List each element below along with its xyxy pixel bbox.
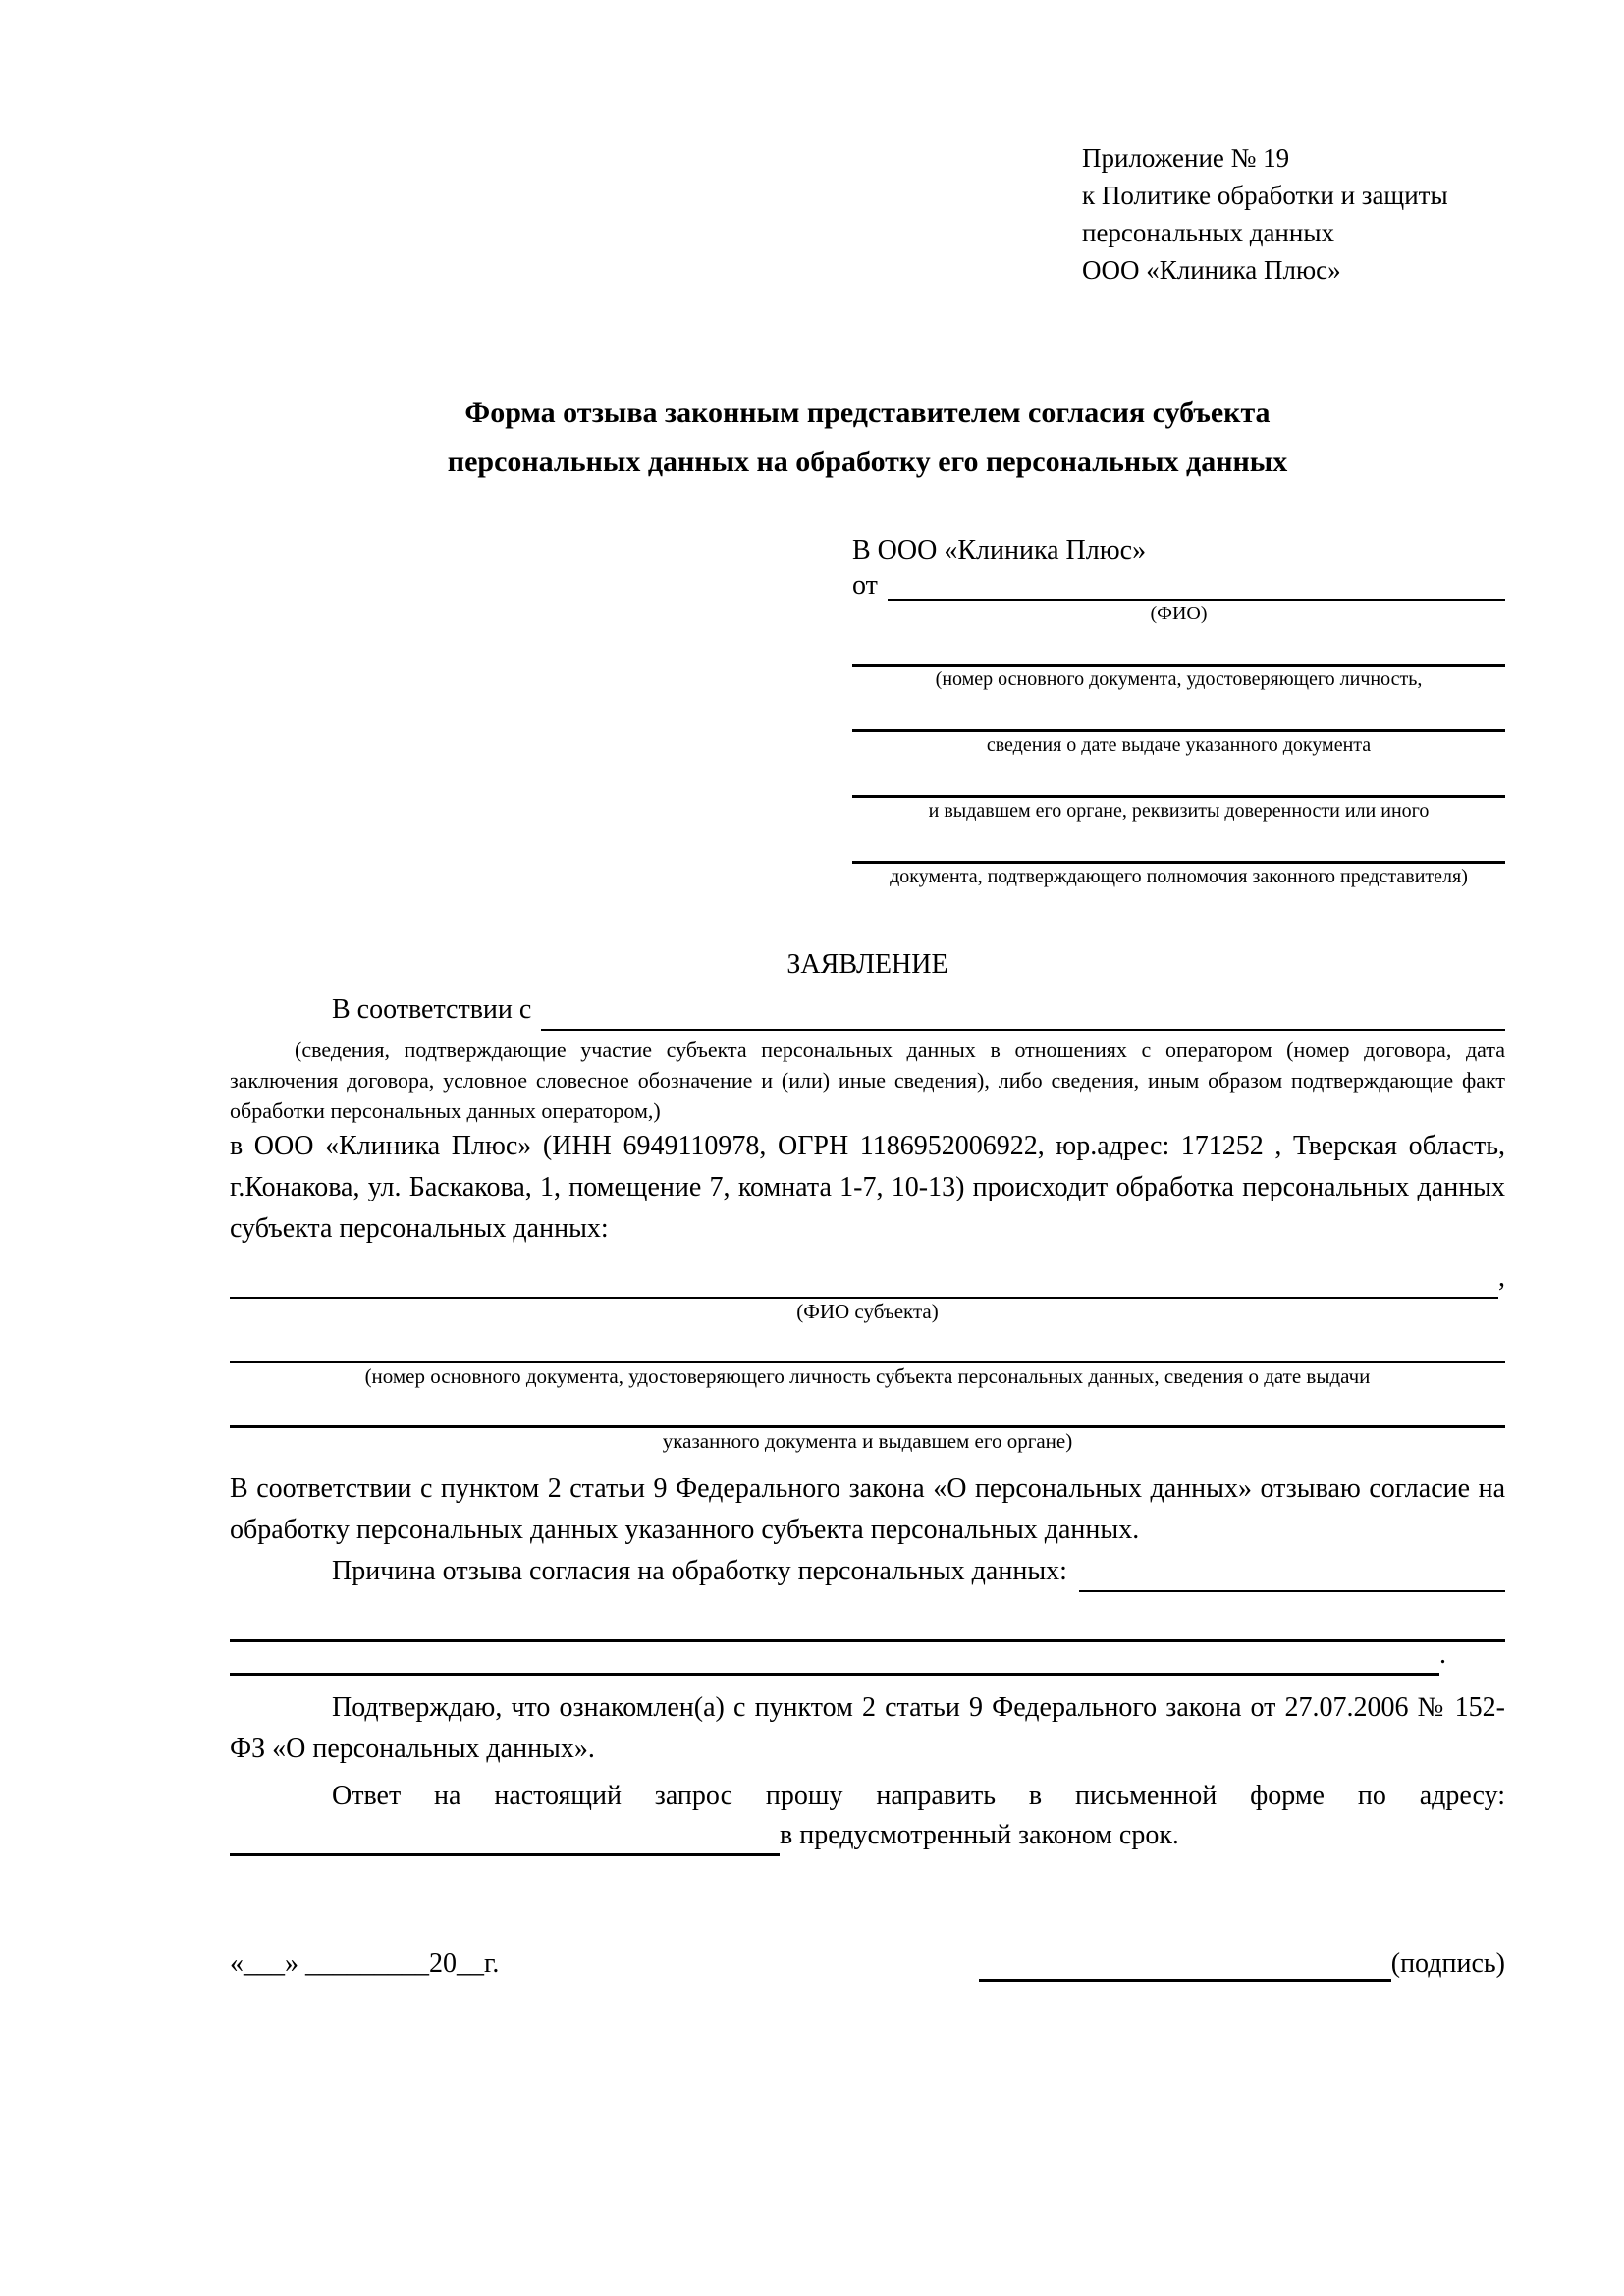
accordance-prefix: В соответствии с (332, 994, 532, 1025)
from-label: от (852, 570, 878, 601)
field-caption: (номер основного документа, удостоверяющего личность, (935, 668, 1423, 690)
trailing-period: . (1439, 1639, 1446, 1670)
caption-subject-doc-2: указанного документа и выдавшем его органе) (662, 1429, 1073, 1453)
field-line-representative-authority (852, 824, 1505, 864)
blank-line-2 (230, 1673, 1439, 1676)
signature-line (979, 1949, 1391, 1982)
field-caption: сведения о дате выдаче указанного документа (986, 734, 1372, 756)
blank-line-1 (230, 1616, 1505, 1642)
subject-doc-line-2 (230, 1390, 1505, 1428)
subject-fio-row (230, 1263, 1505, 1299)
addressee-block (852, 530, 1505, 889)
field-caption: и выдавшем его органе, реквизиты доверенности или иного (928, 800, 1430, 822)
field-line-issuing-authority (852, 758, 1505, 798)
date-line: «___» _________20__г. (230, 1949, 500, 1979)
reply-suffix: в предусмотренный законом срок. (780, 1820, 1179, 1850)
reply-address-line: Ответ на настоящий запрос прошу направить в письменной форме по адресу: (332, 1781, 1505, 1811)
blank-line-2-row (230, 1639, 1505, 1676)
appendix-note (1082, 0, 1505, 289)
caption-subject-doc-1: (номер основного документа, удостоверяющего личность субъекта персональных данных, сведения о дате выдачи (364, 1364, 1371, 1388)
reason-prefix: Причина отзыва согласия на обработку персональных данных: (332, 1556, 1067, 1586)
trailing-comma: , (1498, 1262, 1505, 1293)
addressee-to: В ООО «Клиника Плюс» (852, 535, 1147, 565)
appendix-line: ООО «Клиника Плюс» (1082, 255, 1341, 285)
appendix-line: Приложение № 19 (1082, 143, 1290, 173)
field-line-document-number (852, 626, 1505, 667)
title-line: персональных данных на обработку его персональных данных (447, 446, 1288, 478)
field-caption: документа, подтверждающего полномочия законного представителя) (890, 866, 1468, 887)
accordance-fill-line (541, 1029, 1505, 1031)
reason-fill-line (1079, 1590, 1505, 1592)
reply-fill-line (230, 1853, 780, 1856)
subject-doc-line (230, 1325, 1505, 1363)
withdraw-paragraph: В соответствии с пунктом 2 статьи 9 Федерального закона «О персональных данных» отзываю согласие на обработку персональных данных указанного субъекта персональных данных. (230, 1473, 1505, 1545)
appendix-line: к Политике обработки и защиты (1082, 181, 1448, 210)
caption-fio: (ФИО) (1150, 603, 1208, 624)
document-title (230, 389, 1505, 487)
footer-row (230, 1947, 1505, 1982)
signature-caption: (подпись) (1390, 1949, 1505, 1979)
document-content (230, 0, 1505, 1982)
reply-row (230, 1817, 1505, 1856)
accordance-row (230, 991, 1505, 1031)
confirm-paragraph: Подтверждаю, что ознакомлен(а) с пунктом 2 статьи 9 Федерального закона от 27.07.2006 № 152-ФЗ «О персональных данных». (230, 1692, 1505, 1764)
title-line: Форма отзыва законным представителем согласия субъекта (464, 397, 1271, 429)
operator-paragraph: в ООО «Клиника Плюс» (ИНН 6949110978, ОГРН 1186952006922, юр.адрес: 171252 , Тверская область, г.Конакова, ул. Баскакова, 1, помещение 7, комната 1-7, 10-13) происходит обработка персональных данных субъекта персональных данных: (230, 1131, 1505, 1244)
from-row (852, 571, 1505, 601)
appendix-line: персональных данных (1082, 218, 1334, 247)
field-line-issue-date (852, 692, 1505, 732)
caption-fio-subject: (ФИО субъекта) (796, 1300, 939, 1323)
statement-heading: ЗАЯВЛЕНИЕ (786, 949, 948, 980)
fine-print: (сведения, подтверждающие участие субъекта персональных данных в отношениях с оператором (номер договора, дата заключения договора, условное словесное обозначение и (или) иные сведения), либо сведения, иным образом подтверждающие факт обработки персональных данных оператором,) (230, 1038, 1505, 1123)
reason-row (230, 1551, 1505, 1592)
